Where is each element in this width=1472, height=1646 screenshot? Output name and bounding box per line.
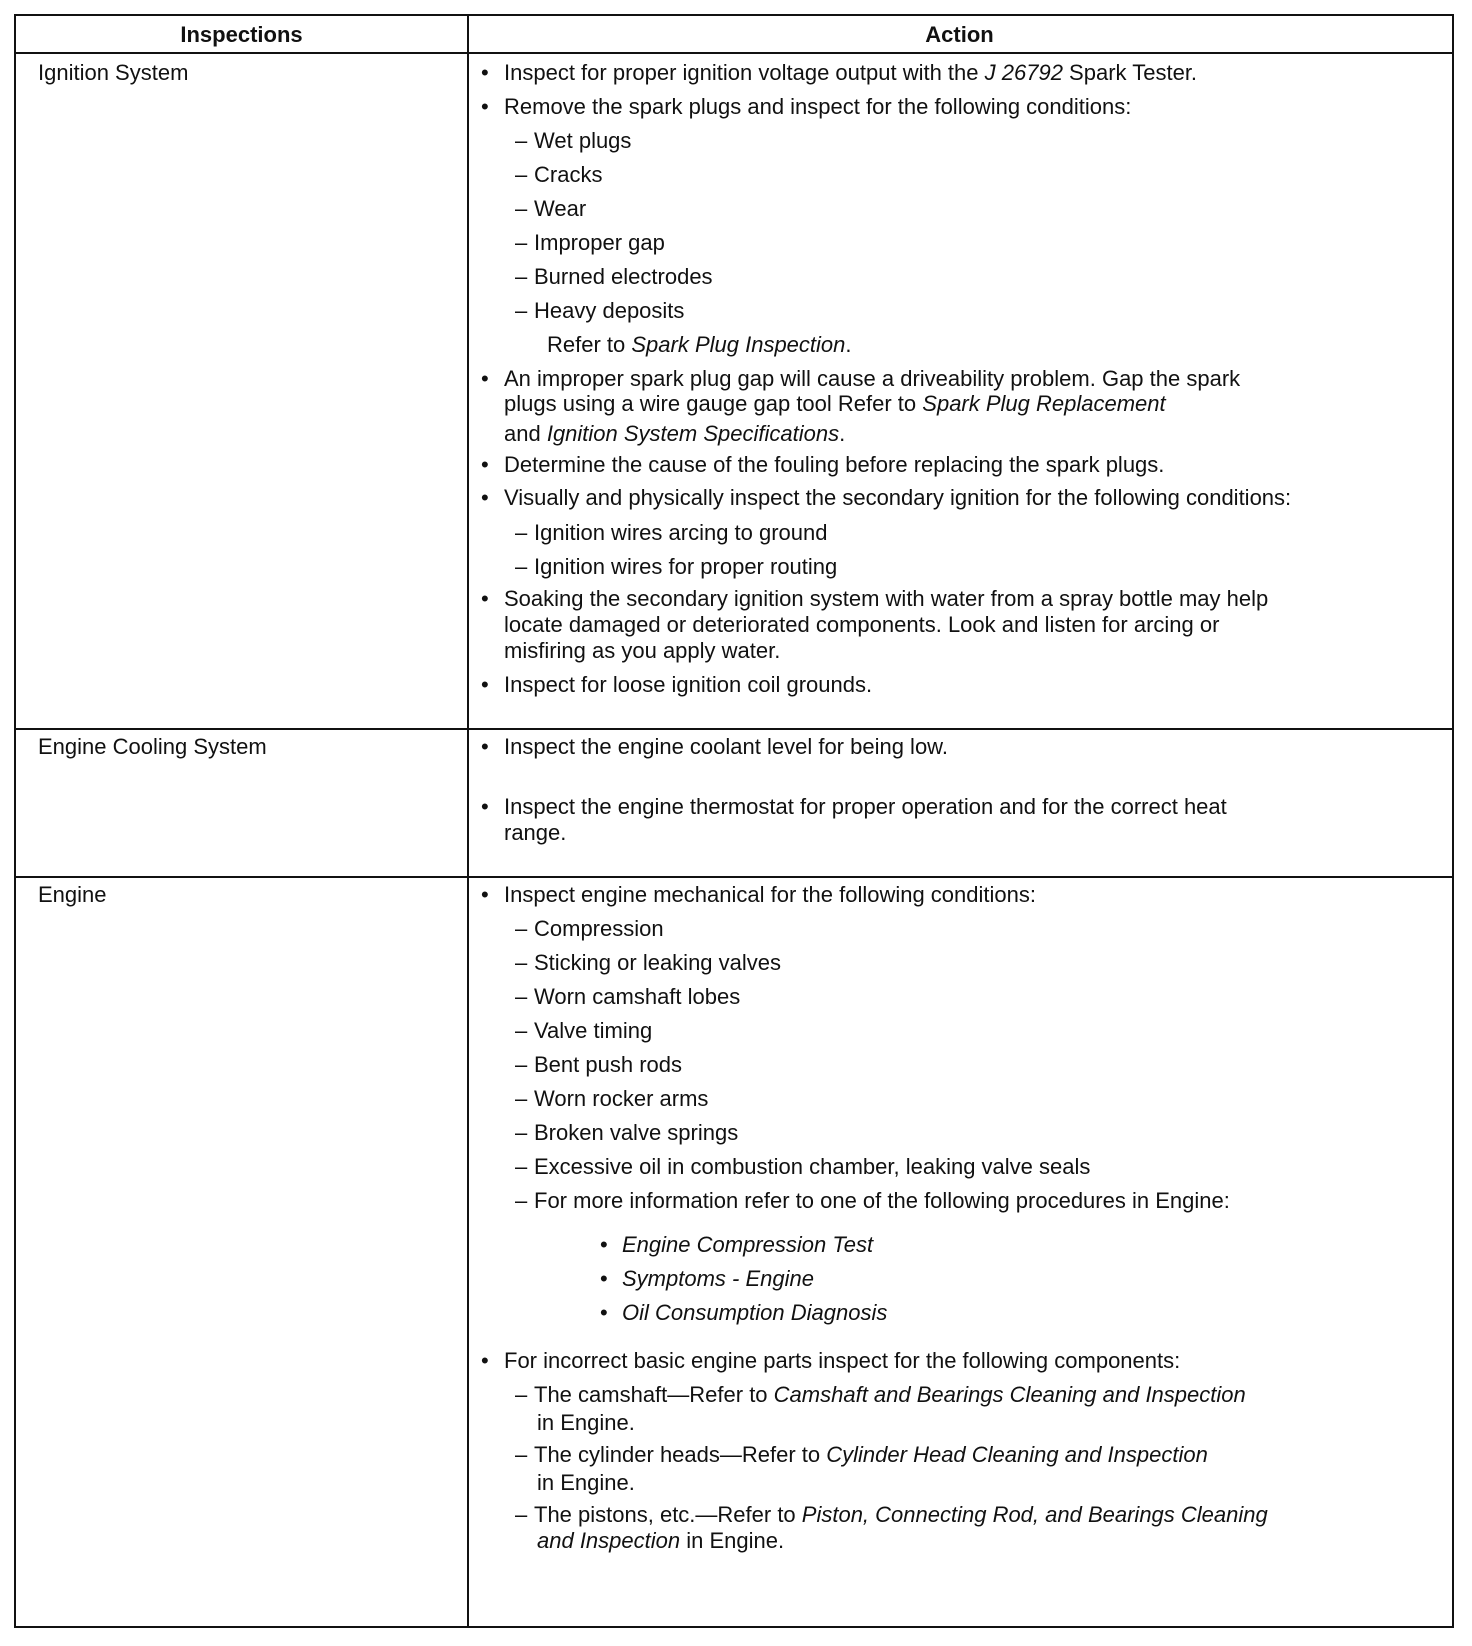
action-line: [504, 94, 1131, 120]
column-divider: [467, 16, 469, 1626]
action-line: [534, 984, 740, 1010]
dash-icon: –: [515, 1382, 528, 1407]
action-line: [504, 882, 1036, 908]
action-text: .: [845, 332, 852, 357]
action-line: [504, 820, 566, 846]
action-text: Camshaft and Bearings Cleaning and Inspection: [773, 1382, 1246, 1407]
action-line: [534, 1442, 1208, 1468]
dash-icon: –: [515, 520, 528, 545]
action-line: [504, 1348, 1180, 1374]
bullet-icon: •: [481, 94, 489, 119]
action-text: Inspect for loose ignition coil grounds.: [504, 672, 873, 697]
action-text: Compression: [534, 916, 664, 941]
action-line: [534, 1154, 1090, 1180]
action-text: Determine the cause of the fouling before replacing the spark plugs.: [504, 452, 1165, 477]
action-line: [534, 1120, 738, 1146]
action-line: [534, 196, 586, 222]
action-text: Valve timing: [534, 1018, 653, 1043]
dash-icon: –: [515, 1018, 528, 1043]
action-line: [504, 421, 845, 447]
header-action: Action: [925, 22, 994, 47]
action-line: [504, 638, 780, 664]
action-line: [534, 520, 828, 546]
action-line: [504, 794, 1227, 820]
action-text: J 26792: [984, 60, 1063, 85]
row-divider: [16, 876, 1452, 878]
action-text: locate damaged or deteriorated components. Look and listen for arcing or: [504, 612, 1220, 637]
dash-icon: –: [515, 1442, 528, 1467]
action-text: and Inspection: [537, 1528, 681, 1553]
action-text: Visually and physically inspect the secondary ignition for the following conditions:: [504, 485, 1292, 510]
action-line: [534, 1018, 652, 1044]
bullet-icon: •: [481, 60, 489, 85]
action-text: An improper spark plug gap will cause a driveability problem. Gap the spark: [504, 366, 1241, 391]
action-text: The cylinder heads—Refer to: [534, 1442, 827, 1467]
action-line: [534, 1382, 1246, 1408]
inspection-ignition-system: Ignition System: [38, 60, 189, 85]
action-text: Soaking the secondary ignition system with water from a spray bottle may help: [504, 586, 1269, 611]
action-line: [504, 485, 1291, 511]
bullet-icon: •: [481, 672, 489, 697]
action-text: Improper gap: [534, 230, 665, 255]
bullet-icon: •: [481, 734, 489, 759]
bullet-icon: •: [481, 882, 489, 907]
action-line: [504, 452, 1164, 478]
action-line: [504, 612, 1219, 638]
action-line: [534, 162, 602, 188]
bullet-icon: •: [600, 1300, 608, 1325]
action-text: Inspect for proper ignition voltage output with the: [504, 60, 985, 85]
dash-icon: –: [515, 298, 528, 323]
dash-icon: –: [515, 554, 528, 579]
action-line: [504, 672, 872, 698]
inspection-engine-cooling-system: Engine Cooling System: [38, 734, 267, 759]
header-inspections: Inspections: [180, 22, 303, 47]
action-text: Bent push rods: [534, 1052, 682, 1077]
action-line: [534, 128, 631, 154]
action-line: [622, 1266, 814, 1292]
action-text: Broken valve springs: [534, 1120, 739, 1145]
bullet-icon: •: [481, 452, 489, 477]
action-text: Heavy deposits: [534, 298, 685, 323]
action-text: and: [504, 421, 547, 446]
row-divider: [16, 728, 1452, 730]
action-line: [537, 1410, 635, 1436]
bullet-icon: •: [481, 1348, 489, 1373]
action-line: [534, 230, 665, 256]
bullet-icon: •: [481, 485, 489, 510]
dash-icon: –: [515, 264, 528, 289]
dash-icon: –: [515, 1502, 528, 1527]
action-text: Symptoms - Engine: [622, 1266, 814, 1291]
action-line: [534, 298, 684, 324]
bullet-icon: •: [600, 1266, 608, 1291]
dash-icon: –: [515, 1052, 528, 1077]
action-text: Ignition wires for proper routing: [534, 554, 838, 579]
action-text: in Engine.: [680, 1528, 785, 1553]
action-line: [534, 950, 781, 976]
action-text: Engine Compression Test: [622, 1232, 874, 1257]
action-text: The camshaft—Refer to: [534, 1382, 774, 1407]
action-line: [504, 366, 1240, 392]
action-text: For incorrect basic engine parts inspect for the following components:: [504, 1348, 1181, 1373]
action-text: Spark Tester.: [1062, 60, 1198, 85]
action-line: [534, 1188, 1230, 1214]
action-text: Oil Consumption Diagnosis: [622, 1300, 888, 1325]
action-text: Excessive oil in combustion chamber, leaking valve seals: [534, 1154, 1091, 1179]
action-line: [504, 391, 1166, 417]
bullet-icon: •: [481, 794, 489, 819]
action-text: Inspect the engine thermostat for proper operation and for the correct heat: [504, 794, 1227, 819]
dash-icon: –: [515, 916, 528, 941]
action-text: Wear: [534, 196, 587, 221]
action-line: [537, 1470, 635, 1496]
action-line: [547, 332, 852, 358]
action-text: Spark Plug Inspection: [631, 332, 846, 357]
action-text: Inspect the engine coolant level for being low.: [504, 734, 948, 759]
action-text: Ignition wires arcing to ground: [534, 520, 828, 545]
action-line: [622, 1232, 873, 1258]
bullet-icon: •: [600, 1232, 608, 1257]
action-text: Cracks: [534, 162, 603, 187]
action-text: Worn camshaft lobes: [534, 984, 741, 1009]
action-text: For more information refer to one of the following procedures in Engine:: [534, 1188, 1230, 1213]
dash-icon: –: [515, 162, 528, 187]
action-line: [537, 1528, 784, 1554]
action-text: plugs using a wire gauge gap tool Refer to: [504, 391, 923, 416]
action-line: [504, 586, 1268, 612]
dash-icon: –: [515, 1086, 528, 1111]
action-text: Refer to: [547, 332, 632, 357]
action-line: [534, 1086, 708, 1112]
dash-icon: –: [515, 1188, 528, 1213]
action-text: in Engine.: [537, 1470, 635, 1495]
header-divider: [16, 52, 1452, 54]
dash-icon: –: [515, 1154, 528, 1179]
action-line: [504, 734, 948, 760]
action-text: Wet plugs: [534, 128, 632, 153]
dash-icon: –: [515, 196, 528, 221]
action-line: [622, 1300, 887, 1326]
action-text: Cylinder Head Cleaning and Inspection: [826, 1442, 1208, 1467]
action-text: range.: [504, 820, 567, 845]
action-text: Piston, Connecting Rod, and Bearings Cleaning: [801, 1502, 1268, 1527]
action-text: misfiring as you apply water.: [504, 638, 781, 663]
action-text: Sticking or leaking valves: [534, 950, 782, 975]
action-line: [534, 1052, 682, 1078]
action-text: Worn rocker arms: [534, 1086, 709, 1111]
action-text: The pistons, etc.—Refer to: [534, 1502, 802, 1527]
dash-icon: –: [515, 230, 528, 255]
bullet-icon: •: [481, 366, 489, 391]
action-text: in Engine.: [537, 1410, 635, 1435]
action-text: Remove the spark plugs and inspect for the following conditions:: [504, 94, 1132, 119]
action-text: Spark Plug Replacement: [922, 391, 1166, 416]
dash-icon: –: [515, 1120, 528, 1145]
dash-icon: –: [515, 128, 528, 153]
inspection-engine: Engine: [38, 882, 107, 907]
action-text: Burned electrodes: [534, 264, 713, 289]
action-text: Inspect engine mechanical for the following conditions:: [504, 882, 1036, 907]
action-line: [534, 916, 664, 942]
action-line: [534, 1502, 1268, 1528]
dash-icon: –: [515, 950, 528, 975]
dash-icon: –: [515, 984, 528, 1009]
inspection-table: [14, 14, 1454, 1628]
action-text: .: [839, 421, 846, 446]
action-line: [534, 554, 837, 580]
action-text: Ignition System Specifications: [546, 421, 840, 446]
action-line: [534, 264, 713, 290]
action-line: [504, 60, 1197, 86]
bullet-icon: •: [481, 586, 489, 611]
